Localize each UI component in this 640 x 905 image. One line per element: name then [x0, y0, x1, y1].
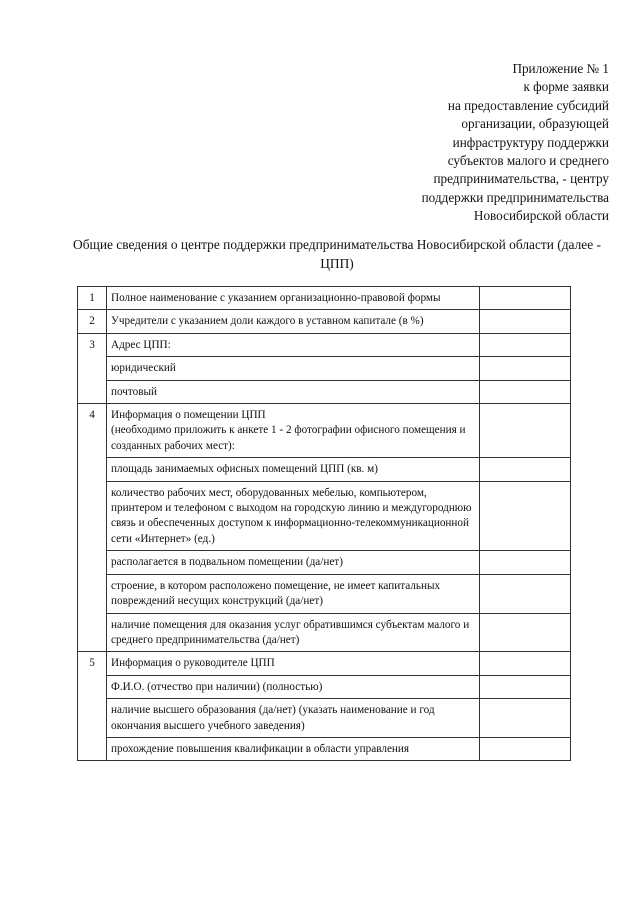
table-row [78, 652, 571, 675]
table-row [78, 287, 571, 310]
row-number: 2 [78, 310, 107, 333]
row-label [107, 652, 480, 675]
row-label [107, 737, 480, 760]
row-value-cell[interactable] [480, 481, 571, 551]
appendix-header [349, 60, 609, 226]
row-label-text: располагается в подвальном помещении (да/нет) [111, 556, 343, 569]
info-table [77, 286, 571, 761]
row-value-cell[interactable] [480, 404, 571, 458]
row-label [107, 310, 480, 333]
table-row [78, 458, 571, 481]
appendix-line: к форме заявки [523, 79, 609, 95]
row-label [107, 481, 480, 551]
appendix-line: организации, образующей [461, 116, 609, 132]
row-label-text: Учредители с указанием доли каждого в уставном капитале (в %) [111, 315, 424, 328]
table-row [78, 404, 571, 458]
row-label [107, 333, 480, 356]
row-label [107, 551, 480, 574]
table-row [78, 310, 571, 333]
table-row [78, 737, 571, 760]
row-label [107, 574, 480, 613]
row-label-text: прохождение повышения квалификации в области управления [111, 742, 410, 755]
row-number: 4 [78, 404, 107, 652]
row-label-text: количество рабочих мест, оборудованных мебелью, компьютером, принтером и телефоном с выходом на городскую линию и междугороднюю связь и обеспеченных доступом к информационно-телекоммуникационной сети «Интернет» (ед.) [111, 486, 472, 545]
row-value-cell[interactable] [480, 675, 571, 698]
row-label-text: наличие высшего образования (да/нет) (указать наименование и год окончания высшего учебного заведения) [111, 704, 435, 732]
row-label-text: площадь занимаемых офисных помещений ЦПП (кв. м) [111, 463, 378, 476]
row-number: 1 [78, 287, 107, 310]
row-value-cell[interactable] [480, 613, 571, 652]
table-row [78, 380, 571, 403]
row-label-text: наличие помещения для оказания услуг обратившимся субъектам малого и среднего предпринимательства (да/нет) [111, 618, 470, 646]
row-label-text: Ф.И.О. (отчество при наличии) (полностью) [111, 680, 323, 693]
appendix-line: Новосибирской области [473, 208, 609, 224]
row-value-cell[interactable] [480, 357, 571, 380]
row-value-cell[interactable] [480, 380, 571, 403]
row-value-cell[interactable] [480, 458, 571, 481]
row-label-text: почтовый [111, 385, 158, 398]
row-label-text: Информация о помещении ЦПП (необходимо приложить к анкете 1 - 2 фотографии офисного помещения и созданных рабочих мест): [111, 409, 466, 452]
row-label-text: строение, в котором расположено помещение, не имеет капитальных повреждений несущих конструкций (да/нет) [111, 579, 441, 608]
table-row [78, 574, 571, 613]
table-row [78, 357, 571, 380]
row-value-cell[interactable] [480, 333, 571, 356]
row-number: 5 [78, 652, 107, 761]
row-label [107, 357, 480, 380]
row-value-cell[interactable] [480, 287, 571, 310]
row-value-cell[interactable] [480, 574, 571, 613]
table-row [78, 481, 571, 551]
row-label [107, 699, 480, 738]
row-value-cell[interactable] [480, 652, 571, 675]
appendix-line: Приложение № 1 [512, 61, 609, 76]
row-label-text: Полное наименование с указанием организационно-правовой формы [111, 292, 441, 304]
row-label [107, 458, 480, 481]
appendix-line: субъектов малого и среднего [447, 153, 609, 169]
table-row [78, 675, 571, 698]
table-row [78, 613, 571, 652]
appendix-line: инфраструктуру поддержки [452, 134, 609, 150]
row-label [107, 287, 480, 310]
document-title: Общие сведения о центре поддержки предпринимательства Новосибирской области (далее - ЦПП) [73, 237, 601, 271]
appendix-line: предпринимательства, - центру [433, 171, 609, 187]
table-row [78, 333, 571, 356]
row-value-cell[interactable] [480, 310, 571, 333]
row-label [107, 380, 480, 403]
table-row [78, 699, 571, 738]
row-value-cell[interactable] [480, 737, 571, 760]
row-label [107, 613, 480, 652]
table-row [78, 551, 571, 574]
row-label [107, 675, 480, 698]
appendix-line: поддержки предпринимательства [421, 189, 609, 205]
row-number: 3 [78, 333, 107, 403]
row-value-cell[interactable] [480, 699, 571, 738]
row-label-text: Информация о руководителе ЦПП [111, 657, 275, 670]
row-value-cell[interactable] [480, 551, 571, 574]
row-label [107, 404, 480, 458]
row-label-text: юридический [111, 362, 176, 375]
row-label-text: Адрес ЦПП: [111, 338, 171, 351]
appendix-line: на предоставление субсидий [447, 97, 609, 113]
